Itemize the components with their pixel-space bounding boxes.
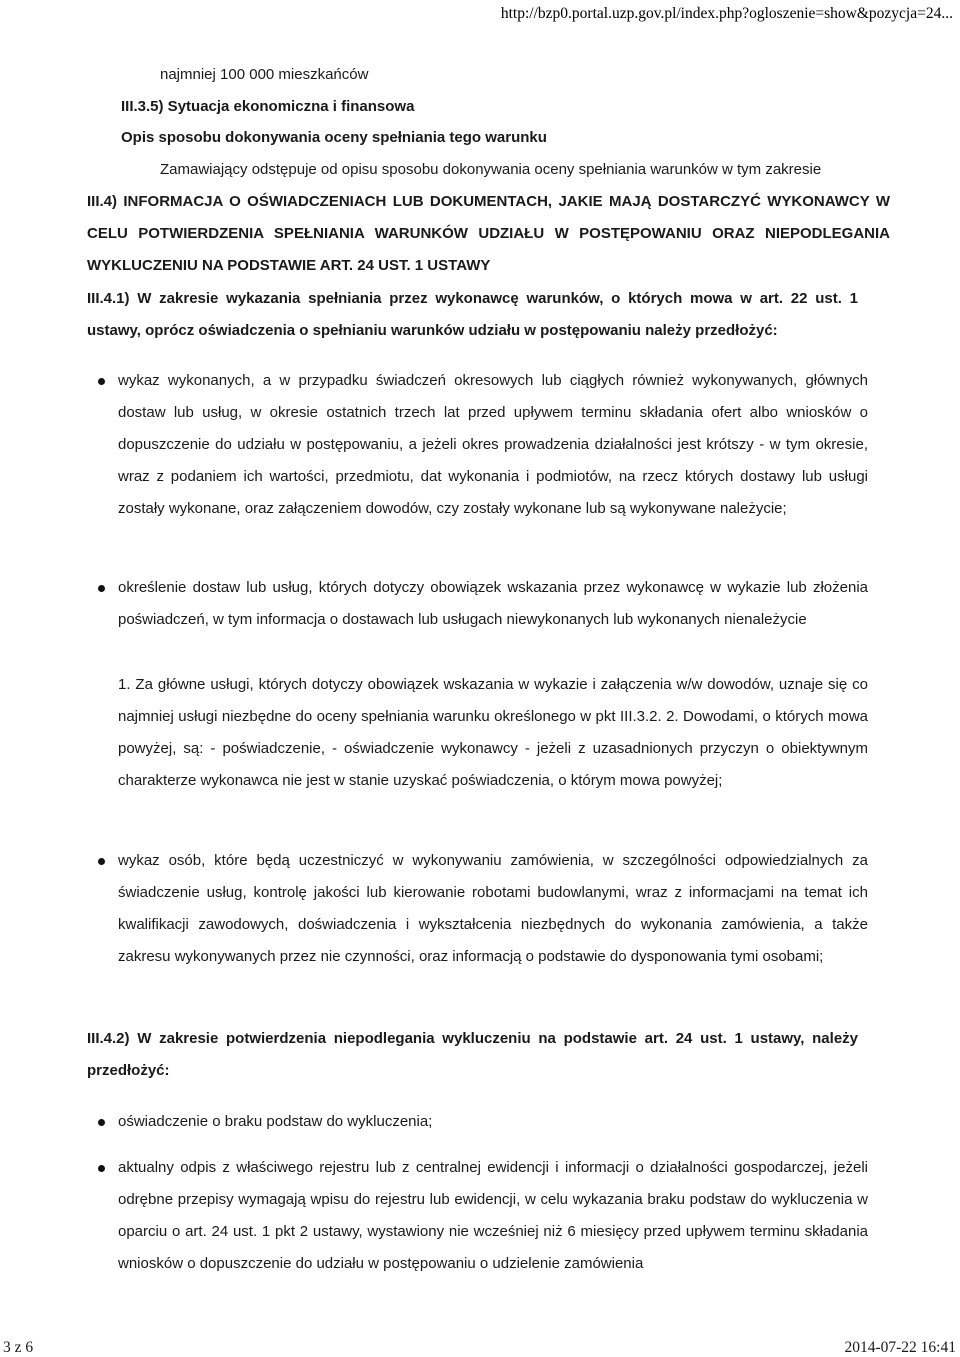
section-heading: III.4) INFORMACJA O OŚWIADCZENIACH LUB DOKUMENTACH, JAKIE MAJĄ DOSTARCZYĆ WYKONAWCY W CELU POTWIERDZENIA SPEŁNIANIA WARUNKÓW UDZIAŁU W POSTĘPOWANIU ORAZ NIEPODLEGANIA WYKLUCZENIU NA PODSTAWIE ART. 24 UST. 1 USTAWY — [87, 193, 890, 274]
list-item: określenie dostaw lub usług, których dotyczy obowiązek wskazania przez wykonawcę w wykazie lub złożenia poświadczeń, w tym informacja o dostawach lub usługach niewykonanych lub wykonanych nienależycie — [118, 579, 868, 628]
list-item: oświadczenie o braku podstaw do wykluczenia; — [118, 1113, 433, 1130]
subsection-heading-iii41: III.4.1) W zakresie wykazania spełniania przez wykonawcę warunków, o których mowa w art. 22 ust. 1 ustawy, oprócz oświadczenia o spełnianiu warunków udziału w postępowaniu należy przedłożyć: — [87, 290, 858, 339]
print-timestamp: 2014-07-22 16:41 — [844, 1339, 956, 1356]
list-item: wykaz wykonanych, a w przypadku świadczeń okresowych lub ciągłych również wykonywanych, głównych dostaw lub usług, w okresie ostatnich trzech lat przed upływem terminu składania ofert albo wniosków o dopuszczenie do udziału w postępowaniu, a jeżeli okres prowadzenia działalności jest krótszy - w tym okresie, wraz z podaniem ich wartości, przedmiotu, dat wykonania i podmiotów, na rzecz których dostawy lub usługi zostały wykonane, oraz załączeniem dowodów, czy zostały wykonane lub są wykonywane należycie; — [118, 372, 868, 517]
bullet-icon — [98, 858, 105, 865]
subsection-heading-iii42: III.4.2) W zakresie potwierdzenia niepodlegania wykluczeniu na podstawie art. 24 ust. 1 ustawy, należy przedłożyć: — [87, 1030, 858, 1079]
text-line: najmniej 100 000 mieszkańców — [160, 66, 369, 83]
bullet-icon — [98, 378, 105, 385]
criterion-text: Zamawiający odstępuje od opisu sposobu dokonywania oceny spełniania warunków w tym zakresie — [160, 161, 822, 178]
criterion-label: Opis sposobu dokonywania oceny spełniania tego warunku — [121, 129, 547, 146]
bullet-icon — [98, 1165, 105, 1172]
source-url: http://bzp0.portal.uzp.gov.pl/index.php?ogloszenie=show&pozycja=24... — [500, 5, 953, 22]
list-item: aktualny odpis z właściwego rejestru lub z centralnej ewidencji i informacji o działalności gospodarczej, jeżeli odrębne przepisy wymagają wpisu do rejestru lub ewidencji, w celu wykazania braku podstaw do wykluczenia w oparciu o art. 24 ust. 1 pkt 2 ustawy, wystawiony nie wcześniej niż 6 miesięcy przed upływem terminu składania wniosków o dopuszczenie do udziału w postępowaniu o udzielenie zamówienia — [118, 1159, 868, 1272]
bullet-icon — [98, 585, 105, 592]
subsection-heading: III.3.5) Sytuacja ekonomiczna i finansowa — [121, 98, 415, 115]
bullet-icon — [98, 1119, 105, 1126]
page-number: 3 z 6 — [3, 1339, 34, 1356]
list-item: wykaz osób, które będą uczestniczyć w wykonywaniu zamówienia, w szczególności odpowiedzialnych za świadczenie usług, kontrolę jakości lub kierowanie robotami budowlanymi, wraz z informacjami na temat ich kwalifikacji zawodowych, doświadczenia i wykształcenia niezbędnych do wykonania zamówienia, a także zakresu wykonywanych przez nie czynności, oraz informacją o podstawie do dysponowania tymi osobami; — [118, 852, 868, 965]
note-paragraph: 1. Za główne usługi, których dotyczy obowiązek wskazania w wykazie i załączenia w/w dowodów, uznaje się co najmniej usługi niezbędne do oceny spełniania warunku określonego w pkt III.3.2. 2. Dowodami, o których mowa powyżej, są: - poświadczenie, - oświadczenie wykonawcy - jeżeli z uzasadnionych przyczyn o obiektywnym charakterze wykonawca nie jest w stanie uzyskać poświadczenia, o którym mowa powyżej; — [118, 676, 868, 789]
